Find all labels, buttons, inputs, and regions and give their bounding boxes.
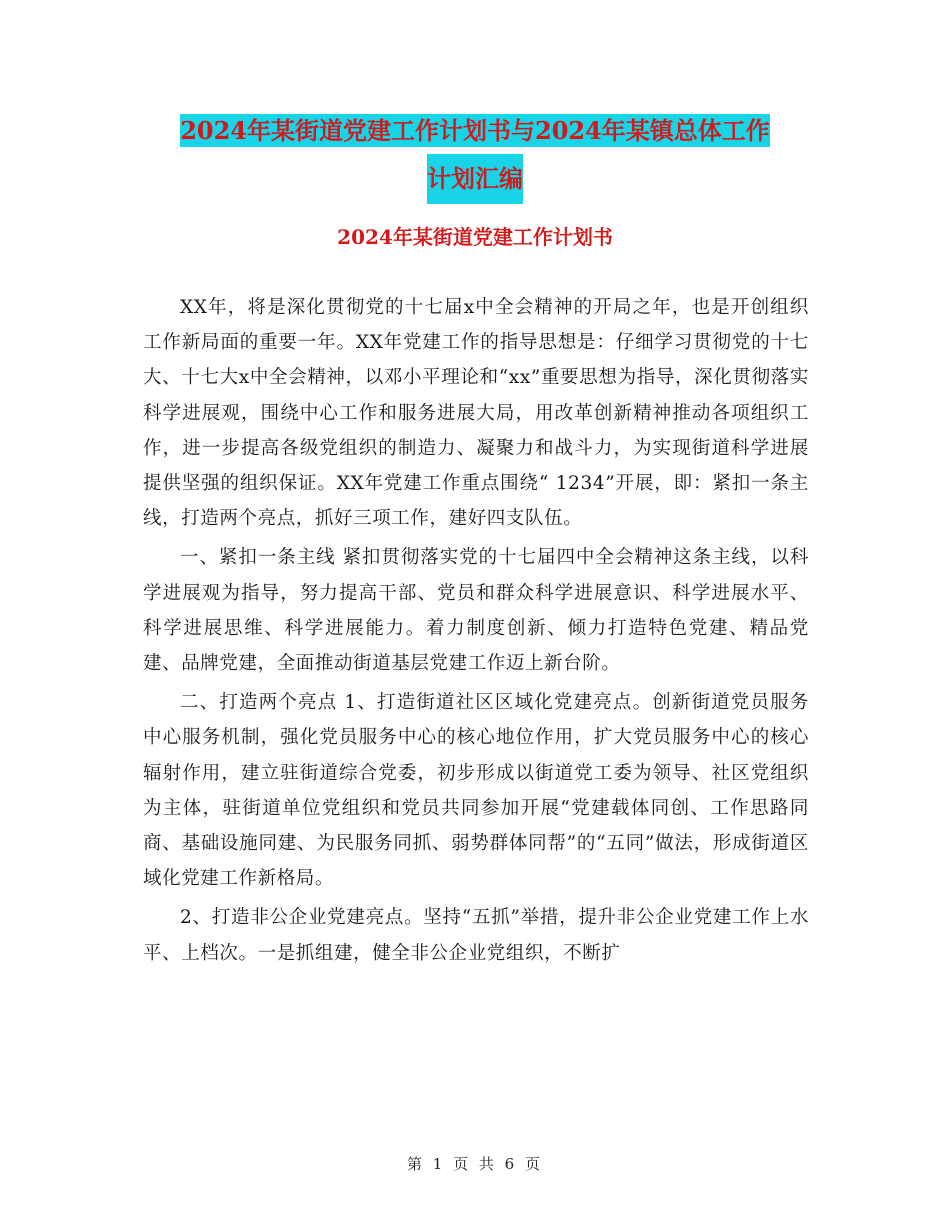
document-title (0, 108, 950, 204)
title-line-1: 2024年某街道党建工作计划书与2024年某镇总体工作 (180, 116, 770, 145)
section-title: 2024年某街道党建工作计划书 (337, 225, 613, 249)
paragraph: XX年，将是深化贯彻党的十七届x中全会精神的开局之年，也是开创组织工作新局面的重要一年。XX年党建工作的指导思想是：仔细学习贯彻党的十七大、十七大x中全会精神，以邓小平理论和“xx”重要思想为指导，深化贯彻落实科学进展观，围绕中心工作和服务进展大局，用改革创新精神推动各项组织工作，进一步提高各级党组织的制造力、凝聚力和战斗力，为实现街道科学进展提供坚强的组织保证。XX年党建工作重点围绕“ 1234”开展，即：紧扣一条主线，打造两个亮点，抓好三项工作，建好四支队伍。 (143, 297, 809, 530)
paragraph: 一、紧扣一条主线 紧扣贯彻落实党的十七届四中全会精神这条主线，以科学进展观为指导，努力提高干部、党员和群众科学进展意识、科学进展水平、科学进展思维、科学进展能力。着力制度创新、倾力打造特色党建、精品党建、品牌党建，全面推动街道基层党建工作迈上新台阶。 (143, 547, 809, 675)
page-number-footer: 第 1 页 共 6 页 (407, 1155, 543, 1173)
title-line-2: 计划汇编 (427, 154, 523, 204)
paragraph: 二、打造两个亮点 1、打造街道社区区域化党建亮点。创新街道党员服务中心服务机制，强化党员服务中心的核心地位作用，扩大党员服务中心的核心辐射作用，建立驻街道综合党委，初步形成以街道党工委为领导、社区党组织为主体，驻街道单位党组织和党员共同参加开展“党建载体同创、工作思路同商、基础设施同建、为民服务同抓、弱势群体同帮”的“五同”做法，形成街道区域化党建工作新格局。 (143, 692, 809, 890)
document-body (143, 290, 809, 975)
paragraph: 2、打造非公企业党建亮点。坚持“五抓”举措，提升非公企业党建工作上水平、上档次。一是抓组建，健全非公企业党组织，不断扩 (143, 907, 809, 964)
